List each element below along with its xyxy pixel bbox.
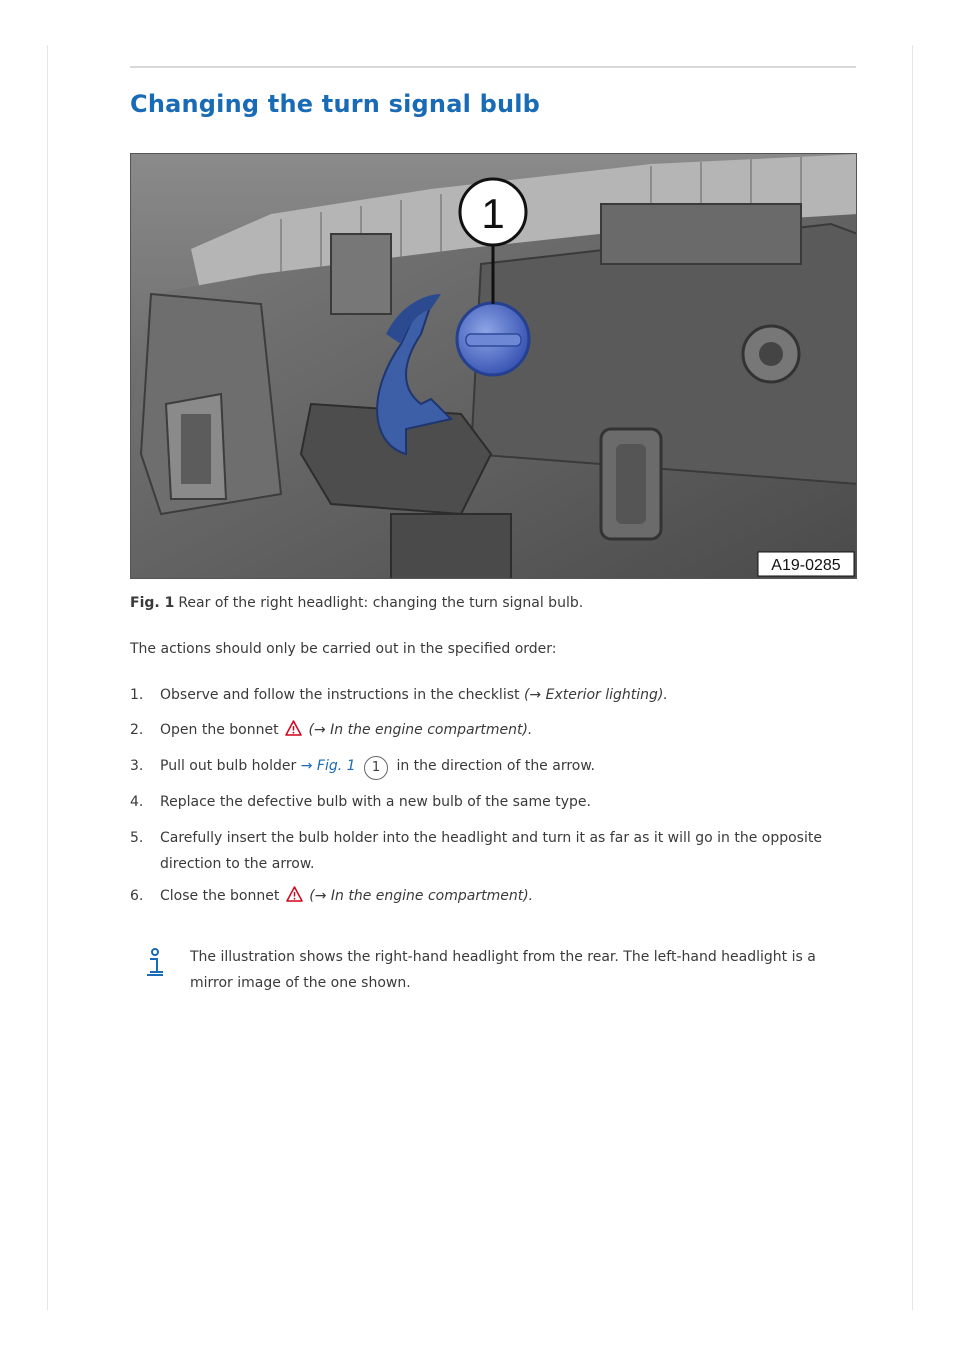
step-text: Carefully insert the bulb holder into the headlight and turn it as far as it will go in the opposite direction to the arrow.	[160, 830, 822, 872]
ref-open: (	[309, 888, 315, 904]
warning-triangle-icon	[286, 886, 303, 902]
step-number: 2.	[130, 722, 144, 738]
ref-close: ).	[523, 888, 534, 904]
ref-text: Exterior lighting	[545, 687, 658, 703]
step-body	[160, 753, 840, 780]
ref-open: (	[523, 687, 530, 703]
step-text: Open the bonnet	[160, 722, 279, 738]
ref-text: Fig. 1	[316, 758, 356, 774]
arrow-right-icon: →	[313, 722, 326, 738]
arrow-right-icon: →	[314, 888, 327, 904]
step-text: Close the bonnet	[160, 888, 280, 904]
step-body	[160, 883, 840, 909]
figure-image-code: A19-0285	[771, 557, 841, 574]
left-margin-line	[47, 45, 48, 1310]
arrow-right-icon: →	[529, 687, 542, 703]
figure-callout-1: 1	[481, 190, 505, 237]
ref-close: ).	[522, 722, 533, 738]
headlight-illustration	[131, 154, 857, 579]
step-text-after: in the direction of the arrow.	[396, 758, 595, 774]
info-icon	[144, 948, 166, 976]
ref-open: (	[308, 722, 314, 738]
intro-text: The actions should only be carried out in the specified order:	[130, 641, 557, 657]
step-number: 1.	[130, 687, 144, 703]
warning-triangle-icon	[285, 720, 302, 736]
figure-link[interactable]	[301, 758, 356, 774]
figure-caption-text: Rear of the right headlight: changing the turn signal bulb.	[178, 595, 584, 611]
ref-close: ).	[657, 687, 668, 703]
step-body	[160, 717, 840, 743]
info-note: The illustration shows the right-hand headlight from the rear. The left-hand headlight is a mirror image of the one shown.	[190, 949, 816, 991]
callout-badge: 1	[364, 756, 388, 780]
step-number: 3.	[130, 758, 144, 774]
step-number: 4.	[130, 794, 144, 810]
arrow-right-icon: →	[300, 758, 313, 774]
step-number: 5.	[130, 830, 144, 846]
cross-reference[interactable]	[524, 687, 668, 703]
cross-reference[interactable]	[308, 722, 532, 738]
top-rule	[130, 66, 856, 68]
step-text: Replace the defective bulb with a new bulb of the same type.	[160, 794, 591, 810]
figure-caption-label: Fig. 1	[130, 595, 175, 611]
step-number: 6.	[130, 888, 144, 904]
step-text: Observe and follow the instructions in the checklist	[160, 687, 520, 703]
right-margin-line	[912, 45, 913, 1310]
ref-text: In the engine compartment	[330, 888, 524, 904]
figure-caption	[130, 595, 583, 611]
page-title: Changing the turn signal bulb	[130, 90, 541, 118]
ref-text: In the engine compartment	[330, 722, 523, 738]
cross-reference[interactable]	[309, 888, 533, 904]
step-body	[160, 682, 840, 708]
headlight-figure	[130, 153, 857, 579]
step-text: Pull out bulb holder	[160, 758, 297, 774]
